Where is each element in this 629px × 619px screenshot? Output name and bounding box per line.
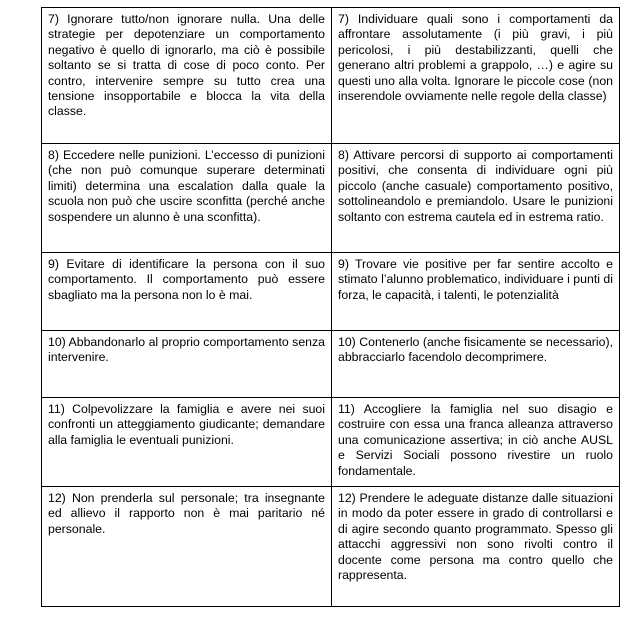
positive-strategy-cell: 10) Contenerlo (anche fisicamente se necessario), abbracciarlo facendolo decomprimere. (332, 331, 620, 398)
negative-behavior-cell: 8) Eccedere nelle punizioni. L’eccesso di punizioni (che non può comunque superare determinati limiti) determina una escalation dalla quale la scuola non può che uscire sconfitta (perché anche sospendere un alunno è una sconfitta). (42, 144, 332, 253)
negative-behavior-cell: 11) Colpevolizzare la famiglia e avere nei suoi confronti un atteggiamento giudicante; demandare alla famiglia le eventuali punizioni. (42, 398, 332, 487)
positive-strategy-cell: 8) Attivare percorsi di supporto ai comportamenti positivi, che consenta di individuare ogni più piccolo (anche casuale) comportamento positivo, sottolineandolo e premiandolo. Usare le punizioni soltanto con estrema cautela ed in estrema ratio. (332, 144, 620, 253)
negative-behavior-cell: 9) Evitare di identificare la persona con il suo comportamento. Il comportamento può essere sbagliato ma la persona non lo è mai. (42, 253, 332, 331)
table-row (42, 487, 620, 607)
strategy-table (41, 7, 620, 607)
positive-strategy-cell: 9) Trovare vie positive per far sentire accolto e stimato l’alunno problematico, individuare i punti di forza, le capacità, i talenti, le potenzialità (332, 253, 620, 331)
table-row (42, 331, 620, 398)
table-row (42, 144, 620, 253)
table-row (42, 398, 620, 487)
table-row (42, 253, 620, 331)
positive-strategy-cell: 12) Prendere le adeguate distanze dalle situazioni in modo da poter essere in grado di controllarsi e di agire secondo quanto programmato. Spesso gli attacchi aggressivi non sono rivolti contro il docente come persona ma contro quello che rappresenta. (332, 487, 620, 607)
table-row (42, 8, 620, 144)
negative-behavior-cell: 7) Ignorare tutto/non ignorare nulla. Una delle strategie per depotenziare un comportamento negativo è quello di ignorarlo, ma ciò è possibile soltanto se si tratta di cose di poco conto. Per contro, intervenire sempre su tutto crea una tensione insopportabile e blocca la vita della classe. (42, 8, 332, 144)
negative-behavior-cell: 10) Abbandonarlo al proprio comportamento senza intervenire. (42, 331, 332, 398)
negative-behavior-cell: 12) Non prenderla sul personale; tra insegnante ed allievo il rapporto non è mai paritario né personale. (42, 487, 332, 607)
positive-strategy-cell: 7) Individuare quali sono i comportamenti da affrontare assolutamente (i più gravi, i più pericolosi, i più destabilizzanti, quelli che generano altri problemi a grappolo, …) e agire su questi uno alla volta. Ignorare le piccole cose (non inserendole ovviamente nelle regole della classe) (332, 8, 620, 144)
positive-strategy-cell: 11) Accogliere la famiglia nel suo disagio e costruire con essa una franca alleanza attraverso una comunicazione assertiva; in ciò anche AUSL e Servizi Sociali possono rivestire un ruolo fondamentale. (332, 398, 620, 487)
